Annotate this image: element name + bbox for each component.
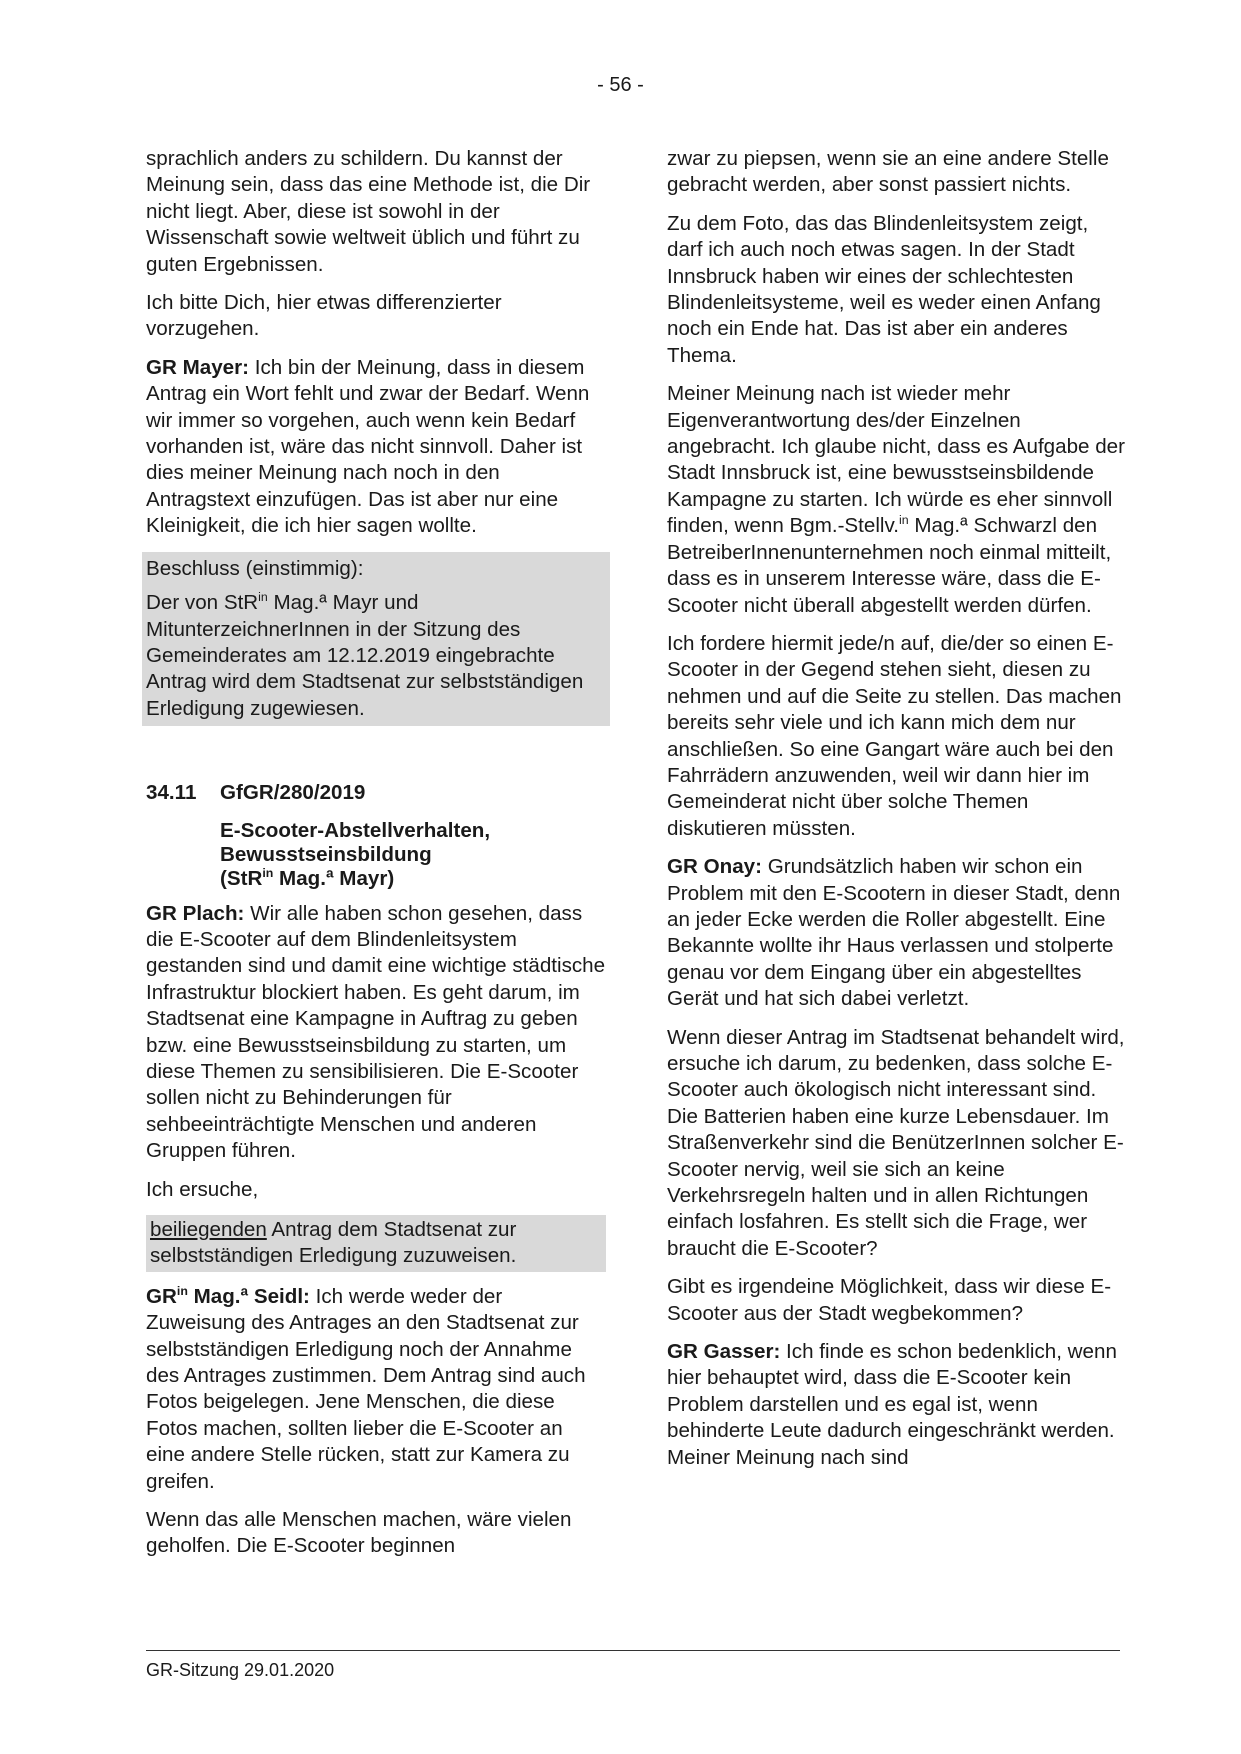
paragraph: Ich bitte Dich, hier etwas differenzierter vorzugehen. bbox=[146, 291, 502, 341]
paragraph: Zu dem Foto, das das Blindenleitsystem zeigt, darf ich auch noch etwas sagen. In der Stadt Innsbruck haben wir eines der schlechtesten Blindenleitsysteme, weil es weder einen Anfang noch ein Ende hat. Das ist aber ein anderes Thema. bbox=[667, 211, 1101, 367]
speech-seidl bbox=[146, 1284, 606, 1495]
paragraph: sprachlich anders zu schildern. Du kannst der Meinung sein, dass das eine Methode ist, die Dir nicht liegt. Aber, diese ist sowohl in der Wissenschaft sowie weltweit üblich und führt zu guten Ergebnissen. bbox=[146, 147, 591, 276]
paragraph: Meiner Meinung nach ist wieder mehr Eigenverantwortung des/der Einzelnen angebracht. Ich glaube nicht, dass es Aufgabe der Stadt Innsbruck ist, eine bewusstseinsbildende Kampagne zu starten. Ich würde es eher sinnvoll finden, wenn Bgm.-Stellv.$^{in}$ Mag.ª Schwarzl den BetreiberInnenunternehmen noch einmal mitteilt, dass es in unserem Interesse wäre, dass die E-Scooter nicht überall abgestellt werden dürfen. bbox=[667, 382, 1125, 617]
paragraph: zwar zu piepsen, wenn sie an eine andere Stelle gebracht werden, aber sonst passiert nichts. bbox=[667, 147, 1109, 197]
speech-text: Wir alle haben schon gesehen, dass die E-Scooter auf dem Blindenleitsystem gestanden sind und damit eine wichtige städtische Infrastruktur blockiert haben. Es geht darum, im Stadtsenat eine Kampagne in Auftrag zu geben bzw. eine Bewusstseinsbildung zu starten, um diese Themen zu sensibilisieren. Die E-Scooter sollen nicht zu Behinderungen für sehbeeinträchtigte Menschen und anderen Gruppen führen. bbox=[146, 901, 606, 1163]
speech-onay bbox=[667, 854, 1127, 1012]
paragraph: Wenn das alle Menschen machen, wäre vielen geholfen. Die E-Scooter beginnen bbox=[146, 1508, 572, 1558]
speech-text: Grundsätzlich haben wir schon ein Problem mit den E-Scootern in dieser Stadt, denn an jeder Ecke werden die Roller abgestellt. Eine Bekannte wollte ihr Haus verlassen und stolperte genau vor dem Eingang über ein abgestelltes Gerät und hat sich dabei verletzt. bbox=[667, 855, 1121, 1011]
speech-text: Ich bin der Meinung, dass in diesem Antrag ein Wort fehlt und zwar der Bedarf. Wenn wir immer so vorgehen, auch wenn kein Bedarf vorhanden ist, wäre das nicht sinnvoll. Daher ist dies meiner Meinung nach noch in den Antragstext einzufügen. Das ist aber nur eine Kleinigkeit, die ich hier sagen wollte. bbox=[146, 355, 590, 538]
page-number: - 56 - bbox=[597, 74, 644, 96]
paragraph: Ich fordere hiermit jede/n auf, die/der so einen E-Scooter in der Gegend stehen sieht, diesen zu nehmen und auf die Seite zu stellen. Das machen bereits sehr viele und ich kann mich dem nur anschließen. So eine Gangart wäre auch bei den Fahrrädern anzuwenden, weil wir dann hier im Gemeinderat nicht über solche Themen diskutieren müssten. bbox=[667, 631, 1122, 840]
speech-gasser bbox=[667, 1339, 1127, 1471]
speech-text: Ich werde weder der Zuweisung des Antrages an den Stadtsenat zur selbstständigen Erledigung noch der Annahme des Antrages zustimmen. Dem Antrag sind auch Fotos beigelegen. Jene Menschen, die diese Fotos machen, sollten lieber die E-Scooter an eine andere Stelle rücken, statt zur Kamera zu greifen. bbox=[146, 1284, 586, 1493]
resolution-text: Der von StR$^{in}$ Mag.ª Mayr und MitunterzeichnerInnen in der Sitzung des Gemeinderates am 12.12.2019 eingebrachte Antrag wird dem Stadtsenat zur selbstständigen Erledigung zugewiesen. bbox=[146, 590, 584, 720]
right-column bbox=[667, 146, 1127, 1483]
agenda-item-heading bbox=[146, 780, 606, 890]
motion-text: beiliegenden Antrag dem Stadtsenat zur selbstständigen Erledigung zuzuweisen. bbox=[146, 1215, 606, 1272]
agenda-item-title: E-Scooter-Abstellverhalten, Bewusstseinsbildung bbox=[220, 818, 491, 866]
agenda-item-author: (StR$^{in}$ Mag.ª Mayr) bbox=[220, 865, 395, 890]
speech-plach bbox=[146, 901, 606, 1165]
agenda-item-code: GfGR/280/2019 bbox=[220, 781, 366, 805]
speech-text: Ich finde es schon bedenklich, wenn hier behauptet wird, dass die E-Scooter kein Problem darstellen und es egal ist, wenn behinderte Leute dadurch eingeschränkt werden. Meiner Meinung nach sind bbox=[667, 1340, 1117, 1469]
paragraph: Ich ersuche, bbox=[146, 1177, 259, 1201]
speaker-name: GR Gasser: bbox=[667, 1340, 781, 1364]
paragraph: Wenn dieser Antrag im Stadtsenat behandelt wird, ersuche ich darum, zu bedenken, dass solche E-Scooter auch ökologisch nicht interessant sind. Die Batterien haben eine kurze Lebensdauer. Im Straßenverkehr sind die BenützerInnen solcher E-Scooter nervig, weil sie sich an keine Verkehrsregeln halten und in allen Richtungen einfach losfahren. Es stellt sich die Frage, wer braucht die E-Scooter? bbox=[667, 1025, 1125, 1260]
speech-mayer bbox=[146, 355, 606, 540]
speaker-name: $GR^{in}$ Mag.ª Seidl: bbox=[146, 1283, 310, 1308]
speaker-name: GR Onay: bbox=[667, 855, 762, 879]
footer-divider bbox=[146, 1650, 1120, 1651]
resolution-label: Beschluss (einstimmig): bbox=[146, 556, 364, 580]
footer-text: GR-Sitzung 29.01.2020 bbox=[146, 1660, 335, 1680]
left-column bbox=[146, 146, 606, 1572]
resolution-box bbox=[142, 552, 610, 726]
speaker-name: GR Plach: bbox=[146, 901, 245, 925]
speaker-name: GR Mayer: bbox=[146, 355, 249, 379]
paragraph: Gibt es irgendeine Möglichkeit, dass wir diese E-Scooter aus der Stadt wegbekommen? bbox=[667, 1275, 1112, 1325]
agenda-item-number: 34.11 bbox=[146, 781, 197, 805]
